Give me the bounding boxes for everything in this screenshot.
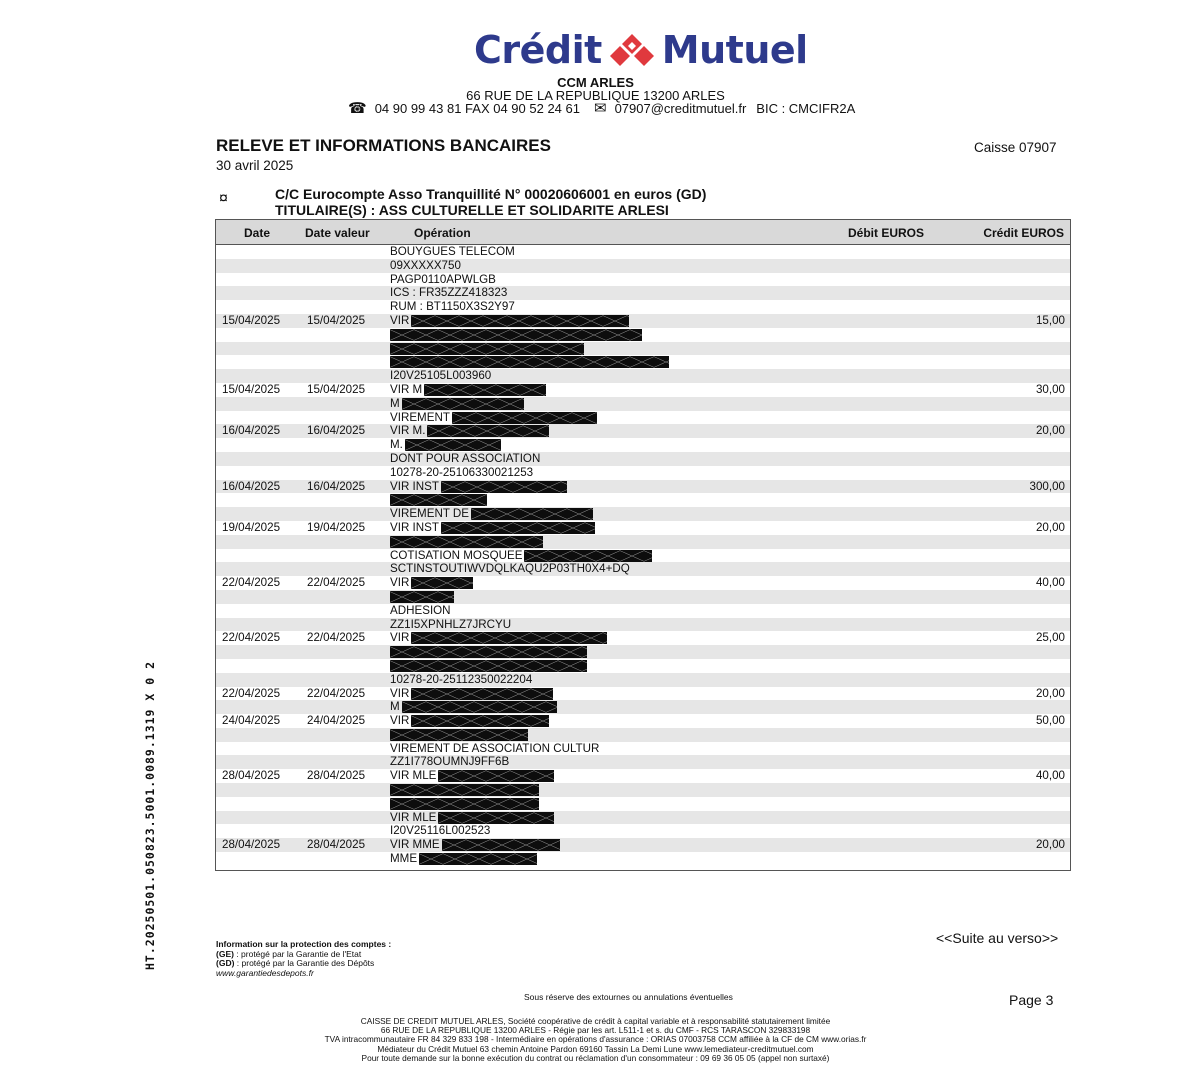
protection-title: Information sur la protection des comptes :: [216, 939, 392, 949]
redaction-block: [411, 688, 553, 700]
table-row: [216, 562, 1070, 576]
row-operation: [390, 562, 630, 576]
redaction-block: [411, 315, 629, 327]
table-row: [216, 328, 1070, 342]
table-row: [216, 452, 1070, 466]
redaction-block: [411, 632, 607, 644]
row-credit-amount: 50,00: [1035, 714, 1065, 728]
redaction-block: [441, 481, 567, 493]
page-number: Page 3: [1009, 992, 1054, 1008]
row-operation: [390, 852, 537, 866]
redaction-block: [441, 522, 595, 534]
table-row: [216, 700, 1070, 714]
contact-line: [348, 99, 855, 117]
row-value-date: 28/04/2025: [307, 769, 366, 783]
redaction-block: [405, 439, 501, 451]
row-operation: [390, 783, 539, 797]
row-operation-text: VIR INST: [390, 520, 439, 534]
row-operation-text: M: [390, 700, 400, 714]
redaction-block: [390, 591, 454, 603]
redaction-block: [390, 343, 584, 355]
table-row: [216, 769, 1070, 783]
table-row: [216, 728, 1070, 742]
statement-date: 30 avril 2025: [216, 158, 294, 173]
row-value-date: 24/04/2025: [307, 714, 366, 728]
row-operation: [390, 259, 461, 273]
row-operation: [390, 673, 532, 687]
row-credit-amount: 20,00: [1035, 838, 1065, 852]
row-value-date: 22/04/2025: [307, 576, 366, 590]
row-operation: [390, 824, 490, 838]
redaction-block: [438, 770, 554, 782]
row-credit-amount: 20,00: [1035, 520, 1065, 534]
row-operation-text: ZZ1I778OUMNJ9FF6B: [390, 755, 510, 769]
row-operation: [390, 769, 554, 783]
row-operation-text: RUM : BT1150X3S2Y97: [390, 300, 515, 314]
row-operation: [390, 728, 528, 742]
continued-overleaf: <<Suite au verso>>: [936, 930, 1059, 946]
redaction-block: [390, 798, 539, 810]
row-operation-text: ZZ1I5XPNHLZ7JRCYU: [390, 617, 512, 631]
table-row: [216, 714, 1070, 728]
footer-line: Pour toute demande sur la bonne exécution du contrat ou réclamation d'un consommateur : 09 69 36 05 05 (appel non surtaxé): [361, 1052, 830, 1063]
row-operation: [390, 576, 473, 590]
row-operation: [390, 452, 540, 466]
side-reference-code: HT.20250501.050823.5001.0089.1319 X 0 2: [143, 660, 157, 970]
branch-address: 66 RUE DE LA REPUBLIQUE 13200 ARLES: [466, 88, 725, 103]
legal-footer: [0, 1017, 1191, 1063]
row-operation-text: VIR MLE: [390, 810, 437, 824]
row-value-date: 16/04/2025: [307, 479, 366, 493]
row-operation: [390, 314, 629, 328]
row-value-date: 28/04/2025: [307, 838, 366, 852]
row-operation: [390, 659, 587, 673]
row-operation: [390, 645, 587, 659]
row-operation-text: VIREMENT DE ASSOCIATION CULTUR: [390, 741, 600, 755]
redaction-block: [390, 356, 669, 368]
row-operation: [390, 369, 491, 383]
redaction-block: [390, 329, 642, 341]
row-credit-amount: 20,00: [1035, 424, 1065, 438]
footer-line: Médiateur du Crédit Mutuel 63 chemin Antoine Pardon 69160 Tassin La Demi Lune www.lemediateur-creditmutuel.com: [377, 1043, 814, 1054]
row-operation-text: VIR: [390, 313, 410, 327]
row-date: 22/04/2025: [222, 576, 281, 590]
redaction-block: [411, 577, 473, 589]
row-date: 28/04/2025: [222, 769, 281, 783]
phone-icon: ☎: [348, 100, 367, 117]
redaction-block: [390, 729, 528, 741]
redaction-block: [390, 646, 587, 658]
table-row: [216, 783, 1070, 797]
protection-info: [216, 940, 391, 978]
row-operation: [390, 286, 507, 300]
redaction-block: [411, 715, 549, 727]
table-row: [216, 507, 1070, 521]
row-operation: [390, 342, 584, 356]
table-row: [216, 438, 1070, 452]
row-date: 22/04/2025: [222, 631, 281, 645]
table-row: [216, 273, 1070, 287]
ge-key: (GE): [216, 948, 234, 959]
row-operation: [390, 631, 607, 645]
row-credit-amount: 40,00: [1035, 769, 1065, 783]
row-operation-text: VIREMENT DE: [390, 507, 470, 521]
row-operation: [390, 466, 533, 480]
table-row: [216, 314, 1070, 328]
table-row: [216, 549, 1070, 563]
row-value-date: 15/04/2025: [307, 313, 366, 327]
row-operation-text: I20V25105L003960: [390, 369, 492, 383]
table-row: [216, 852, 1070, 866]
table-row: [216, 824, 1070, 838]
header-value-date: Date valeur: [305, 226, 370, 240]
footer-line: TVA intracommunautaire FR 84 329 833 198 - Intermédiaire en opérations d'assurance : ORIAS 07003758 CCM affiliée à la CF de CM www.orias.fr: [324, 1034, 867, 1045]
ge-text: : protégé par la Garantie de l'Etat: [233, 948, 362, 959]
row-value-date: 19/04/2025: [307, 520, 366, 534]
row-credit-amount: 40,00: [1035, 576, 1065, 590]
redaction-block: [390, 536, 543, 548]
row-operation-text: VIREMENT: [390, 410, 450, 424]
redaction-block: [390, 660, 587, 672]
row-operation-text: 10278-20-25106330021253: [390, 465, 534, 479]
reserve-note: Sous réserve des extournes ou annulations éventuelles: [524, 992, 733, 1002]
bank-bic: BIC : CMCIFR2A: [756, 100, 856, 116]
row-operation-text: COTISATION MOSQUEE: [390, 548, 523, 562]
row-operation: [390, 604, 451, 618]
row-credit-amount: 25,00: [1035, 631, 1065, 645]
row-date: 15/04/2025: [222, 313, 281, 327]
row-operation: [390, 755, 509, 769]
row-operation: [390, 700, 557, 714]
row-operation: [390, 535, 543, 549]
gd-key: (GD): [216, 958, 235, 968]
row-operation: [390, 383, 546, 397]
row-operation: [390, 811, 554, 825]
table-row: [216, 742, 1070, 756]
bank-email: 07907@creditmutuel.fr: [614, 100, 747, 116]
row-date: 16/04/2025: [222, 479, 281, 493]
row-operation: [390, 687, 553, 701]
row-operation-text: PAGP0110APWLGB: [390, 272, 496, 286]
table-header: [216, 220, 1070, 245]
redaction-block: [471, 508, 593, 520]
header-operation: Opération: [414, 226, 471, 240]
envelope-icon: ✉: [593, 100, 607, 117]
table-row: [216, 245, 1070, 259]
table-row: [216, 466, 1070, 480]
header-date: Date: [244, 226, 271, 240]
redaction-block: [424, 384, 546, 396]
row-date: 16/04/2025: [222, 424, 281, 438]
row-operation-text: ICS : FR35ZZZ418323: [390, 286, 508, 300]
table-row: [216, 369, 1070, 383]
row-operation: [390, 273, 496, 287]
row-operation-text: VIR: [390, 714, 410, 728]
row-operation-text: VIR MLE: [390, 769, 437, 783]
table-row: [216, 259, 1070, 273]
table-row: [216, 493, 1070, 507]
branch-name: CCM ARLES: [557, 75, 634, 90]
table-row: [216, 631, 1070, 645]
table-row: [216, 604, 1070, 618]
row-operation: [390, 742, 599, 756]
row-operation: [390, 618, 511, 632]
row-operation-text: VIR: [390, 686, 410, 700]
table-row: [216, 576, 1070, 590]
caisse-number: Caisse 07907: [974, 140, 1057, 155]
holder-line: TITULAIRE(S) : ASS CULTURELLE ET SOLIDARITE ARLESI: [275, 202, 669, 218]
row-operation-text: DONT POUR ASSOCIATION: [390, 451, 541, 465]
row-operation: [390, 797, 539, 811]
table-row: [216, 397, 1070, 411]
protection-site: www.garantiedesdepots.fr: [216, 967, 314, 978]
table-row: [216, 797, 1070, 811]
table-row: [216, 535, 1070, 549]
row-operation: [390, 328, 642, 342]
table-row: [216, 659, 1070, 673]
row-credit-amount: 20,00: [1035, 686, 1065, 700]
table-row: [216, 411, 1070, 425]
table-row: [216, 687, 1070, 701]
row-operation: [390, 714, 549, 728]
transactions-table: [215, 219, 1071, 871]
table-row: [216, 838, 1070, 852]
logo-emblem-icon: [606, 32, 658, 68]
redaction-block: [438, 812, 554, 824]
redaction-block: [419, 853, 537, 865]
row-operation-text: VIR M: [390, 382, 423, 396]
redaction-block: [452, 412, 597, 424]
row-operation: [390, 838, 560, 852]
redaction-block: [402, 701, 557, 713]
redaction-block: [442, 839, 560, 851]
row-value-date: 15/04/2025: [307, 382, 366, 396]
row-operation-text: M: [390, 396, 400, 410]
row-operation: [390, 521, 595, 535]
table-row: [216, 521, 1070, 535]
phone-fax: 04 90 99 43 81 FAX 04 90 52 24 61: [374, 100, 580, 116]
row-operation-text: 09XXXXX750: [390, 258, 461, 272]
table-row: [216, 480, 1070, 494]
row-operation-text: VIR M.: [390, 424, 426, 438]
redaction-block: [427, 425, 549, 437]
row-value-date: 22/04/2025: [307, 631, 366, 645]
row-credit-amount: 15,00: [1035, 313, 1065, 327]
row-operation: [390, 424, 549, 438]
row-date: 15/04/2025: [222, 382, 281, 396]
header-debit: Débit EUROS: [848, 226, 925, 240]
row-operation: [390, 411, 597, 425]
header-credit: Crédit EUROS: [983, 226, 1064, 240]
logo-word-mutuel: Mutuel: [661, 28, 808, 72]
statement-title: RELEVE ET INFORMATIONS BANCAIRES: [216, 136, 551, 155]
table-row: [216, 673, 1070, 687]
row-credit-amount: 30,00: [1035, 382, 1065, 396]
footer-line: 66 RUE DE LA REPUBLIQUE 13200 ARLES - Régie par les art. L511-1 et s. du CMF - RCS TARASCON 329833198: [380, 1025, 811, 1036]
table-row: [216, 383, 1070, 397]
row-value-date: 22/04/2025: [307, 686, 366, 700]
row-operation: [390, 549, 652, 563]
gd-text: : protégé par la Garantie des Dépôts: [234, 958, 375, 968]
row-operation-text: ADHESION: [390, 603, 451, 617]
row-date: 28/04/2025: [222, 838, 281, 852]
row-operation: [390, 480, 567, 494]
row-operation: [390, 300, 515, 314]
table-row: [216, 645, 1070, 659]
bank-logo: [474, 28, 808, 72]
row-operation-text: VIR INST: [390, 479, 439, 493]
table-body: [216, 245, 1070, 866]
row-operation: [390, 507, 593, 521]
redaction-block: [390, 784, 539, 796]
row-operation-text: M.: [390, 438, 403, 452]
table-row: [216, 342, 1070, 356]
row-credit-amount: 300,00: [1029, 479, 1065, 493]
table-row: [216, 755, 1070, 769]
row-date: 24/04/2025: [222, 714, 281, 728]
currency-icon: ¤: [219, 190, 228, 207]
table-row: [216, 590, 1070, 604]
row-operation: [390, 493, 487, 507]
table-row: [216, 811, 1070, 825]
redaction-block: [524, 550, 652, 562]
table-row: [216, 355, 1070, 369]
row-operation: [390, 590, 454, 604]
row-operation-text: 10278-20-25112350022204: [390, 672, 533, 686]
redaction-block: [390, 494, 487, 506]
row-operation-text: I20V25116L002523: [390, 824, 491, 838]
row-operation: [390, 438, 501, 452]
row-operation: [390, 397, 524, 411]
row-date: 19/04/2025: [222, 520, 281, 534]
row-operation: [390, 245, 515, 259]
account-line: C/C Eurocompte Asso Tranquillité N° 00020606001 en euros (GD): [275, 186, 707, 202]
footer-line: CAISSE DE CREDIT MUTUEL ARLES, Société coopérative de crédit à capital variable et à responsabilité statutairement limitée: [360, 1016, 831, 1026]
row-operation-text: BOUYGUES TELECOM: [390, 245, 515, 258]
table-row: [216, 300, 1070, 314]
row-operation: [390, 355, 669, 369]
row-operation-text: MME: [390, 852, 418, 866]
account-block: [275, 186, 706, 218]
table-row: [216, 424, 1070, 438]
row-date: 22/04/2025: [222, 686, 281, 700]
row-operation-text: SCTINSTOUTIWVDQLKAQU2P03TH0X4+DQ: [390, 562, 630, 576]
row-operation-text: VIR: [390, 631, 410, 645]
row-value-date: 16/04/2025: [307, 424, 366, 438]
row-operation-text: VIR: [390, 576, 410, 590]
logo-word-credit: Crédit: [474, 28, 602, 72]
redaction-block: [402, 398, 524, 410]
table-row: [216, 286, 1070, 300]
table-row: [216, 618, 1070, 632]
row-operation-text: VIR MME: [390, 838, 440, 852]
